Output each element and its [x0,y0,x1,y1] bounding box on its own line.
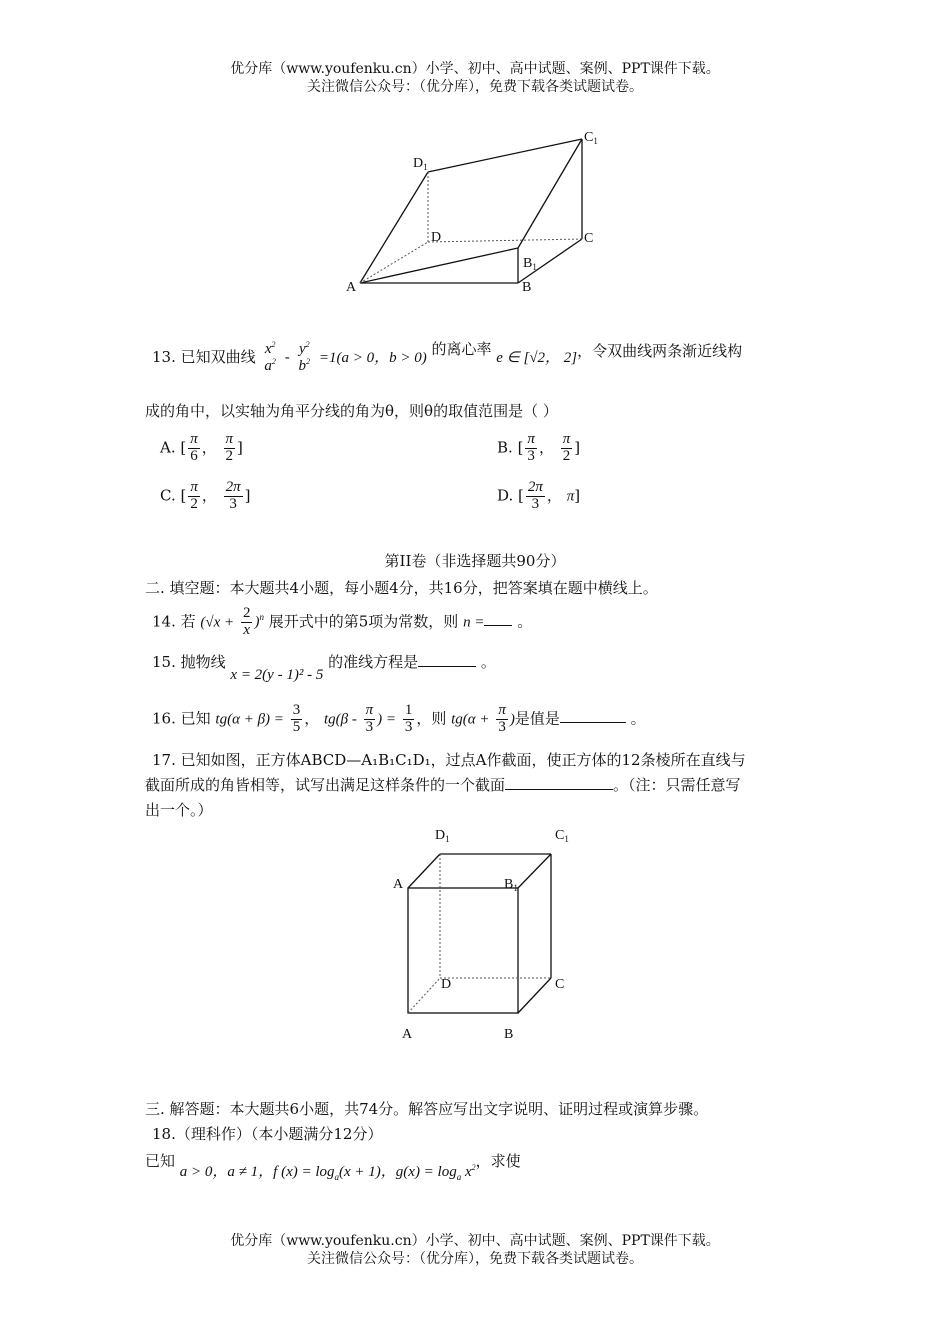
label-b1: $B_1$ [504,877,518,893]
figure-prism [340,125,610,300]
q17-line-3: 出一个。） [145,801,213,819]
label-c1: $C_1$ [584,130,598,146]
label-c: C [584,231,594,246]
label-a: A [402,1027,413,1042]
label-b: B [522,280,532,295]
label-c1: $C_1$ [555,828,569,844]
q13-eccentricity: e ∈ [√2， 2] [496,350,578,366]
header-line-2: 关注微信公众号：（优分库），免费下载各类试题试卷。 [307,79,643,95]
header-line-1: 优分库（www.youfenku.cn）小学、初中、高中试题、案例、PPT课件下载。 [230,61,720,77]
edge-d1-c1 [428,139,582,172]
q17-line-2: 截面所成的角皆相等，试写出满足这样条件的一个截面 。（注：只需任意写 [145,776,741,794]
footer-line-1: 优分库（www.youfenku.cn）小学、初中、高中试题、案例、PPT课件下载。 [230,1233,720,1249]
figure-cube [385,820,585,1045]
q13-option-b[interactable]: B. [ $\frac{\pi}{3}$ ， $\frac{\pi}{2}$ ] [497,431,581,464]
q13-mid: 的离心率 [431,340,492,358]
label-d: D [431,230,442,245]
q13-option-a[interactable]: A. [ $\frac{\pi}{6}$ ， $\frac{\pi}{2}$ ] [160,431,243,464]
q13-equation: =1(a > 0，b > 0) [318,350,427,366]
edge-a-d1 [360,172,428,283]
q13-option-c[interactable]: C. [ $\frac{\pi}{2}$ ， $\frac{2\pi}{3}$ ] [160,479,251,512]
label-a1: A [393,877,404,892]
q17-answer-blank[interactable] [505,775,613,790]
edge-a1-d1 [408,854,440,888]
q13-y-frac: $y^2$ $b^2$ [298,340,311,374]
q13-line-1: 13. 已知双曲线 $x^2$ $a^2$ - $y^2$ $b^2$ =1(a > 0，b > 0) 的离心率 e ∈ [√2， 2]，令双曲线两条渐近线构 [152,340,743,374]
edge-a-b1 [360,248,518,283]
q13-prefix: 13. 已知双曲线 [152,348,256,366]
q13-option-d[interactable]: D. [ $\frac{2\pi}{3}$ ， π] [497,479,581,512]
q14-answer-blank[interactable] [484,611,512,626]
hidden-a-d [360,242,428,283]
q18-title: 18.（理科作）（本小题满分12分） [152,1125,383,1143]
label-d: D [441,977,452,992]
q14: 14. 若 (√x + $\frac{2}{x}$ )$^n$ 展开式中的第5项为常数，则 n = 。 [152,605,533,638]
label-c: C [555,977,565,992]
edge-b1-c1 [518,854,551,888]
q17-line-1: 17. 已知如图，正方体ABCD—A₁B₁C₁D₁，过点A作截面，使正方体的12条棱所在直线与 [152,751,746,769]
label-a: A [346,280,357,295]
edge-b-c [518,978,551,1013]
hidden-d-c [428,239,582,242]
q16: 16. 已知 tg(α + β) = $\frac{3}{5}$ ， tg(β - $\frac{\pi}{3}$ ) = $\frac{1}{3}$ ，则 tg(α + $\frac{\pi}{3}$ )是值是 。 [152,702,646,735]
hidden-a-d [408,978,440,1013]
label-b: B [504,1027,514,1042]
edge-c1-b1 [518,139,582,248]
q15-answer-blank[interactable] [418,652,476,667]
section-2-title: 第II卷（非选择题共90分） [384,552,566,570]
label-b1: $B_1$ [523,256,537,272]
section-2-intro: 二. 填空题：本大题共4小题，每小题4分，共16分，把答案填在题中横线上。 [145,579,658,597]
q16-answer-blank[interactable] [560,708,626,723]
q13-line-2: 成的角中，以实轴为角平分线的角为θ，则θ的取值范围是（ ） [145,402,558,420]
section-3-intro: 三. 解答题：本大题共6小题，共74分。解答应写出文字说明、证明过程或演算步骤。 [145,1100,709,1118]
footer-line-2: 关注微信公众号：（优分库），免费下载各类试题试卷。 [307,1251,643,1267]
label-d1: $D_1$ [413,156,428,172]
q18-body: 已知 a > 0，a ≠ 1，f $(x) = \log_a(x + 1)$，$g(x) = \log_a x^2$，求使 [145,1152,521,1182]
q13-x-frac: $x^2$ $a^2$ [264,340,276,374]
q15: 15. 抛物线 x = 2(y - 1)² - 5 的准线方程是 。 [152,653,496,683]
label-d1: $D_1$ [435,828,450,844]
q13-suffix: ，令双曲线两条渐近线构 [577,342,743,360]
